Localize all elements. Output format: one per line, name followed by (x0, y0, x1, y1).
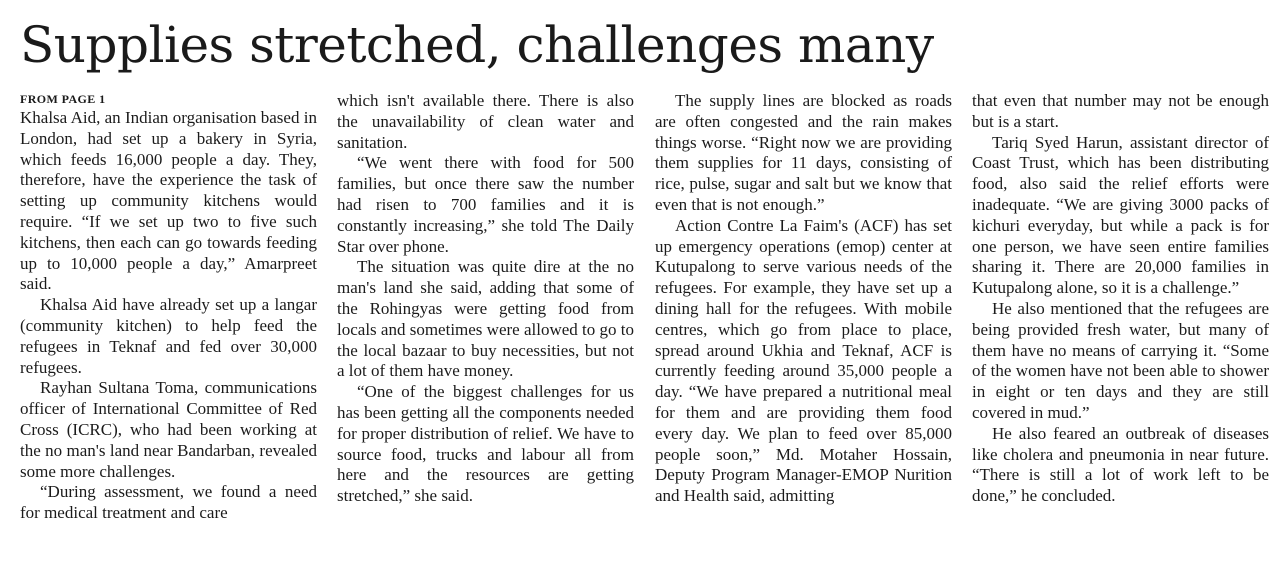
paragraph: that even that number may not be enough but is a start. (972, 91, 1269, 131)
paragraph: Tariq Syed Harun, assistant director of Coast Trust, which has been distributing food, also said the relief efforts were inadequate. “We are giving 3000 packs of kichuri everyday, but while a pack is for one person, we have seen entire families sharing it. There are 20,000 families in Kutupalong alone, so it is a challenge.” (972, 132, 1269, 298)
paragraph: “During assessment, we found a need for medical treatment and care (20, 482, 317, 523)
article-column-1 (20, 92, 317, 524)
paragraph: Rayhan Sultana Toma, communications officer of International Committee of Red Cross (ICRC), who had been working at the no man's land near Bandarban, revealed some more challenges. (20, 378, 317, 481)
continuation-kicker: FROM PAGE 1 (20, 92, 106, 106)
paragraph: Khalsa Aid have already set up a langar (community kitchen) to help feed the refugees in Teknaf and fed over 30,000 refugees. (20, 295, 317, 377)
article-column-3 (655, 91, 952, 507)
article-column-2 (337, 91, 634, 507)
paragraph: He also mentioned that the refugees are being provided fresh water, but many of them have no means of carrying it. “Some of the women have not been able to shower in eight or ten days and they are still covered in mud.” (972, 298, 1269, 422)
paragraph: Khalsa Aid, an Indian organisation based in London, had set up a bakery in Syria, which feeds 16,000 people a day. They, therefore, have the experience the task of setting up community kitchens would require. “If we set up two to five such kitchens, then each can go towards feeding up to 10,000 people a day,” Amarpreet said. (20, 108, 317, 294)
headline: Supplies stretched, challenges many (20, 16, 934, 74)
paragraph: The supply lines are blocked as roads are often congested and the rain makes things worse. “Right now we are providing them supplies for 11 days, consisting of rice, pulse, sugar and salt but we know that even that is not enough.” (655, 91, 952, 214)
paragraph: The situation was quite dire at the no man's land she said, adding that some of the Rohingyas were getting food from locals and sometimes were allowed to go to the local bazaar to buy necessities, but not a lot of them have money. (337, 257, 634, 381)
paragraph: Action Contre La Faim's (ACF) has set up emergency operations (emop) center at Kutupalong to serve various needs of the refugees. For example, they have set up a dining hall for the refugees. With mobile centres, which go from place to place, spread around Ukhia and Teknaf, ACF is currently feeding around 35,000 people a day. “We have prepared a nutritional meal for them and are providing them food every day. We plan to feed over 85,000 people soon,” Md. Motaher Hossain, Deputy Program Manager-EMOP Nurition and Health said, admitting (655, 215, 952, 506)
paragraph: “One of the biggest challenges for us has been getting all the components needed for proper distribution of relief. We have to source food, trucks and labour all from here and the resources are getting stretched,” she said. (337, 382, 634, 506)
article-column-4 (972, 91, 1269, 507)
paragraph: He also feared an outbreak of diseases like cholera and pneumonia in near future. “There is still a lot of work left to be done,” he concluded. (972, 423, 1269, 506)
paragraph: which isn't available there. There is also the unavailability of clean water and sanitation. (337, 91, 634, 152)
paragraph: “We went there with food for 500 families, but once there saw the number had risen to 700 families and it is constantly increasing,” she told The Daily Star over phone. (337, 153, 634, 256)
